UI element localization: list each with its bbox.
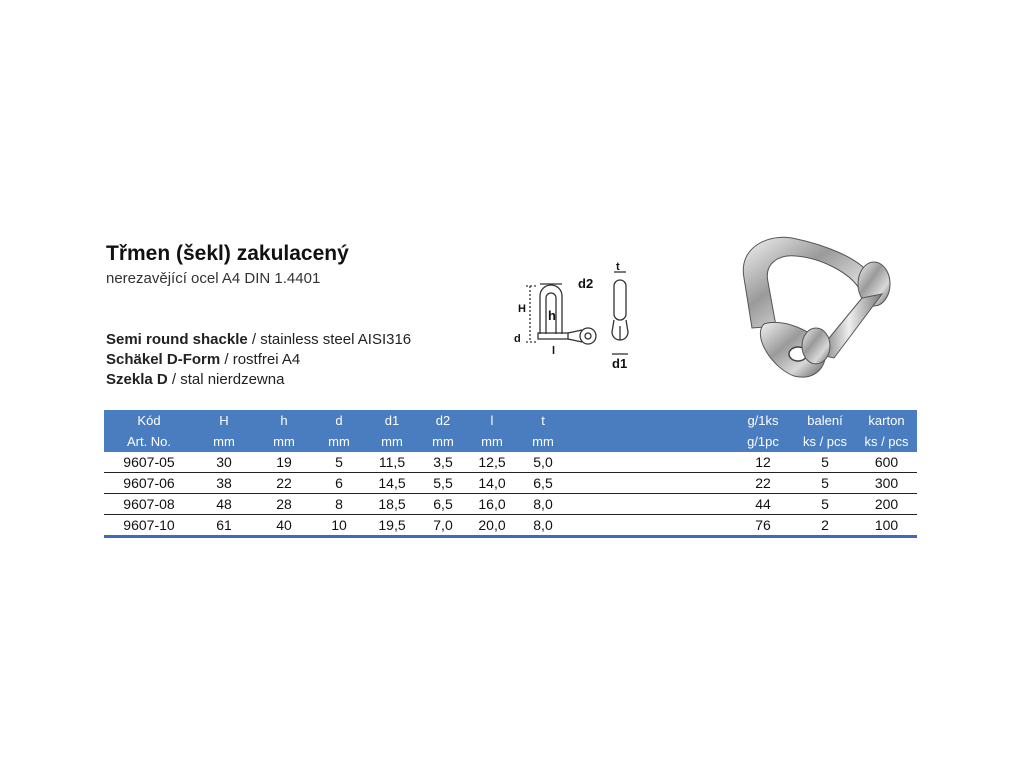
table-cell: 76 (732, 515, 794, 537)
col-header: d1 (364, 410, 420, 431)
col-header: mm (314, 431, 364, 452)
col-header: karton (856, 410, 917, 431)
table-cell: 100 (856, 515, 917, 537)
product-variants (106, 330, 411, 390)
table-cell: 8,0 (518, 494, 568, 515)
table-cell: 38 (194, 473, 254, 494)
table-cell-spacer (568, 494, 732, 515)
variant-line-pl (106, 370, 411, 390)
cell-code: 9607-10 (104, 515, 194, 537)
table-cell: 48 (194, 494, 254, 515)
table-cell: 18,5 (364, 494, 420, 515)
shackle-product-photo (712, 218, 912, 408)
col-header: d2 (420, 410, 466, 431)
variant-name: Szekla D (106, 371, 168, 388)
table-cell: 22 (732, 473, 794, 494)
table-cell: 8,0 (518, 515, 568, 537)
table-row (104, 494, 917, 515)
variant-material: / stal nierdzewna (167, 371, 285, 388)
table-cell: 2 (794, 515, 856, 537)
col-header: mm (420, 431, 466, 452)
label-t: t (616, 262, 620, 273)
table-cell: 14,0 (466, 473, 518, 494)
col-header: Art. No. (104, 431, 194, 452)
table-cell: 44 (732, 494, 794, 515)
product-subtitle: nerezavějící ocel A4 DIN 1.4401 (106, 270, 321, 287)
label-d1: d1 (612, 356, 628, 371)
shackle-dimension-diagram (508, 262, 638, 372)
col-header: H (194, 410, 254, 431)
table-cell: 6,5 (420, 494, 466, 515)
table-cell: 30 (194, 452, 254, 473)
product-title: Třmen (šekl) zakulacený (106, 242, 349, 265)
table-cell: 5 (794, 494, 856, 515)
table-cell: 14,5 (364, 473, 420, 494)
table-cell: 10 (314, 515, 364, 537)
header-row (104, 410, 917, 431)
table-cell: 12 (732, 452, 794, 473)
header-row (104, 431, 917, 452)
col-header: ks / pcs (794, 431, 856, 452)
table-cell: 12,5 (466, 452, 518, 473)
col-header-spacer (568, 431, 732, 452)
table-cell: 200 (856, 494, 917, 515)
cell-code: 9607-06 (104, 473, 194, 494)
table-cell: 19,5 (364, 515, 420, 537)
specification-table (104, 410, 917, 538)
table-cell-spacer (568, 515, 732, 537)
table-cell: 6 (314, 473, 364, 494)
cell-code: 9607-05 (104, 452, 194, 473)
table-cell: 300 (856, 473, 917, 494)
label-d2: d2 (578, 276, 594, 291)
col-header: mm (518, 431, 568, 452)
col-header: ks / pcs (856, 431, 917, 452)
variant-line-de (106, 350, 411, 370)
table-cell: 61 (194, 515, 254, 537)
table-row (104, 515, 917, 537)
col-header: l (466, 410, 518, 431)
col-header: t (518, 410, 568, 431)
col-header: Kód (104, 410, 194, 431)
table-cell: 40 (254, 515, 314, 537)
variant-name: Schäkel D-Form (106, 351, 221, 368)
table-cell: 8 (314, 494, 364, 515)
table-cell-spacer (568, 473, 732, 494)
col-header: mm (364, 431, 420, 452)
table-cell: 7,0 (420, 515, 466, 537)
label-d: d (514, 333, 521, 345)
table-cell: 22 (254, 473, 314, 494)
table-cell: 5 (794, 473, 856, 494)
col-header: d (314, 410, 364, 431)
col-header: balení (794, 410, 856, 431)
table-cell-spacer (568, 452, 732, 473)
label-H: H (518, 303, 526, 315)
col-header: mm (254, 431, 314, 452)
table-cell: 19 (254, 452, 314, 473)
cell-code: 9607-08 (104, 494, 194, 515)
col-header: mm (466, 431, 518, 452)
table-row (104, 452, 917, 473)
table-cell: 5,5 (420, 473, 466, 494)
col-header-spacer (568, 410, 732, 431)
table-row (104, 473, 917, 494)
table-cell: 3,5 (420, 452, 466, 473)
col-header: h (254, 410, 314, 431)
table-cell: 6,5 (518, 473, 568, 494)
table-cell: 5 (314, 452, 364, 473)
label-l: l (552, 345, 556, 357)
table-cell: 5,0 (518, 452, 568, 473)
variant-material: / rostfrei A4 (220, 351, 301, 368)
table-cell: 600 (856, 452, 917, 473)
table-cell: 16,0 (466, 494, 518, 515)
col-header: mm (194, 431, 254, 452)
table-cell: 20,0 (466, 515, 518, 537)
table-cell: 11,5 (364, 452, 420, 473)
variant-name: Semi round shackle (106, 331, 248, 348)
col-header: g/1ks (732, 410, 794, 431)
table-cell: 5 (794, 452, 856, 473)
label-h: h (548, 308, 556, 323)
col-header: g/1pc (732, 431, 794, 452)
variant-line-en (106, 330, 411, 350)
table-cell: 28 (254, 494, 314, 515)
variant-material: / stainless steel AISI316 (247, 331, 412, 348)
